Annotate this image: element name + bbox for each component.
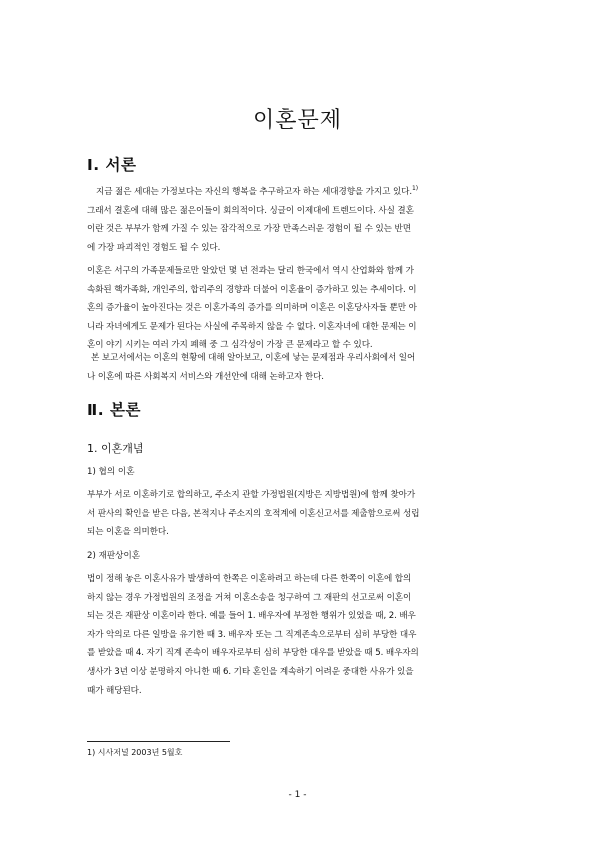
footnote: 1) 시사저널 2003년 5월호: [87, 748, 183, 757]
judicial-divorce-text: [87, 570, 513, 700]
intro-paragraph-1: [87, 183, 513, 257]
text-line: 때가 해당된다.: [87, 685, 142, 696]
text-line: 서 판사의 확인을 받은 다음, 본적지나 주소지의 호적계에 이혼신고서를 제출함으로써 성립: [87, 508, 420, 519]
section-heading-intro: Ⅰ. 서론: [87, 156, 137, 174]
text-line: 생사가 3년 이상 분명하지 아니한 때 6. 기타 혼인을 계속하기 어려운 중대한 사유가 있을: [87, 666, 414, 677]
footnote-mark: 1): [412, 185, 418, 193]
footnote-separator: [87, 741, 230, 742]
text-line: 혼의 증가율이 높아진다는 것은 이혼가족의 증가를 의미하며 이혼은 이혼당사자들 뿐만 아: [87, 303, 417, 314]
page-number: - 1 -: [288, 790, 307, 800]
text-line: 니라 자녀에게도 문제가 된다는 사실에 주목하지 않을 수 없다. 이혼자녀에 대한 문제는 이: [87, 321, 417, 332]
text-line: 속화된 핵가족화, 개인주의, 합리주의 경향과 더불어 이혼율이 증가하고 있는 추세이다. 이: [87, 284, 417, 295]
text-line: 되는 것은 재판상 이혼이라 한다. 예를 들어 1. 배우자에 부정한 행위가 있었을 때, 2. 배우: [87, 611, 416, 622]
text-line: 지금 젊은 세대는 가정보다는 자신의 행복을 추구하고자 하는 세대경향을 가지고 있다.$^{1)}$: [96, 185, 418, 197]
text-line: 부부가 서로 이혼하기로 합의하고, 주소지 관할 가정법원(지방은 지방법원)에 함께 찾아가: [87, 490, 416, 500]
text-line: 이혼은 서구의 가족문제들로만 알았던 몇 년 전과는 달리 한국에서 역시 산업화와 함께 가: [87, 266, 414, 276]
text-line: 혼이 야기 시키는 여러 가지 폐해 중 그 심각성이 가장 큰 문제라고 할 수 있다.: [87, 340, 373, 351]
text-line: 자가 악의로 다른 일방을 유기한 때 3. 배우자 또는 그 직계존속으로부터 심히 부당한 대우: [87, 629, 417, 640]
consensual-divorce-text: [87, 486, 513, 542]
text-line: 에 가장 파괴적인 경험도 될 수 있다.: [87, 242, 221, 253]
subsection-heading: 1. 이혼개념: [87, 442, 144, 455]
text-line: 하지 않는 경우 가정법원의 조정을 거쳐 이혼소송을 청구하여 그 재판의 선고로써 이혼이: [87, 592, 412, 603]
document-title: 이혼문제: [252, 108, 342, 133]
text-line: 법이 정해 놓은 이혼사유가 발생하여 한쪽은 이혼하려고 하는데 다른 한쪽이 이혼에 합의: [87, 574, 412, 584]
text-line: 되는 이혼을 의미한다.: [87, 527, 169, 538]
intro-paragraph-3: [87, 349, 513, 386]
text-line: 그래서 결혼에 대해 많은 젊은이들이 회의적이다. 싱글이 이제대에 트렌드이다. 사실 결혼: [87, 205, 414, 216]
text-line: 나 이혼에 따른 사회복지 서비스와 개선안에 대해 논하고자 한다.: [87, 371, 324, 382]
text-line: 를 받았을 때 4. 자기 직계 존속이 배우자로부터 심히 부당한 대우를 받았을 때 5. 배우자의: [87, 648, 419, 659]
text-line: 이란 것은 부부가 함께 가질 수 있는 잠각적으로 가장 만족스러운 경험이 될 수 있는 반면: [87, 224, 411, 235]
item-label-judicial: 2) 재판상이혼: [87, 551, 141, 561]
intro-paragraph-2: [87, 262, 513, 355]
item-label-consensual: 1) 협의 이혼: [87, 467, 135, 477]
section-heading-body: Ⅱ. 본론: [87, 401, 141, 419]
text-line: 본 보고서에서는 이혼의 현황에 대해 알아보고, 이혼에 낳는 문제점과 우리사회에서 일어: [91, 353, 416, 363]
